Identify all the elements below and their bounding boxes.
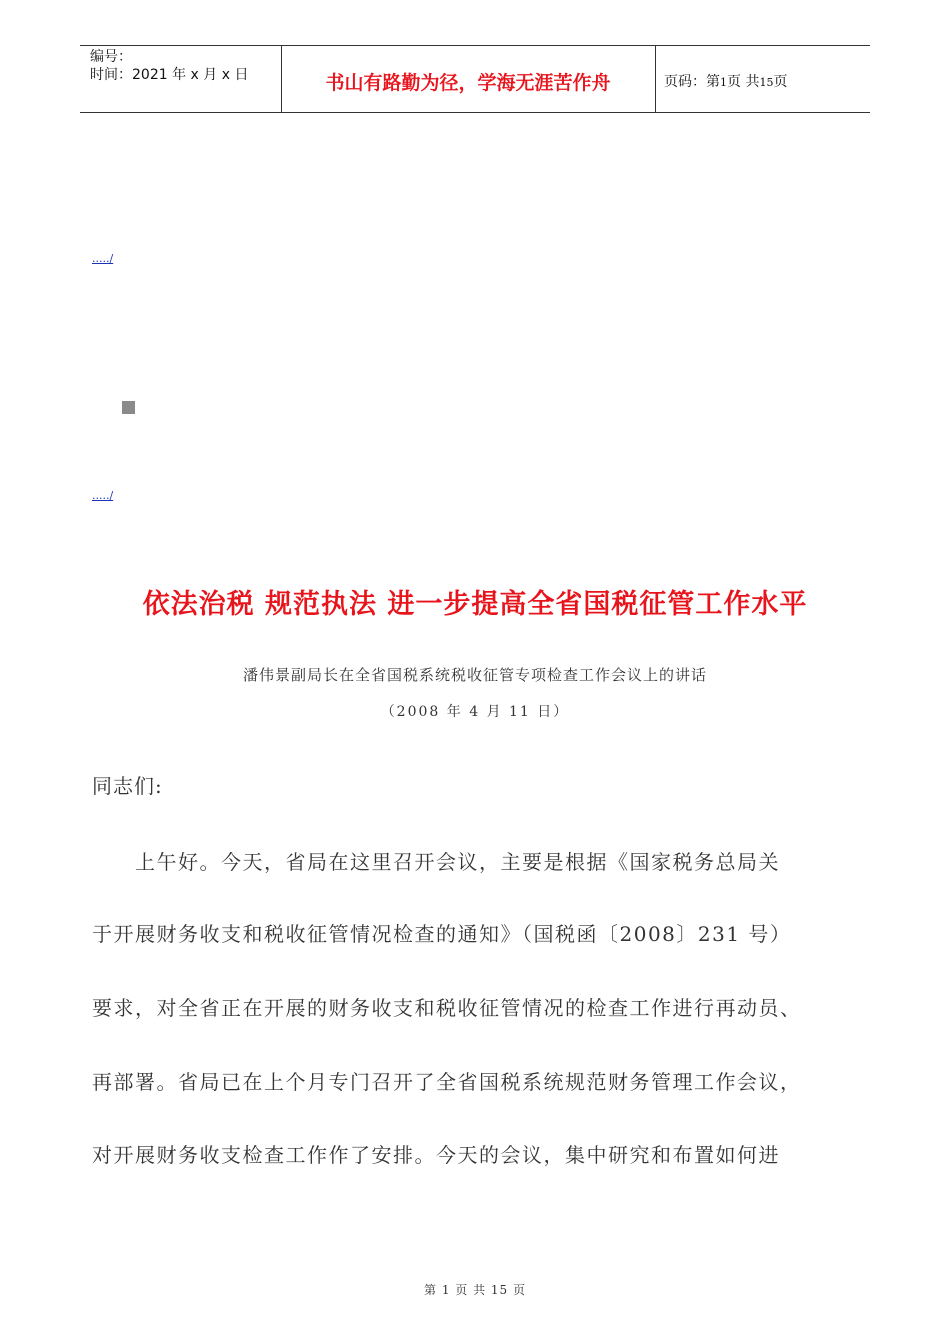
time-label: 时间：2021 年 x 月 x 日: [90, 67, 249, 83]
paragraph-line: 对开展财务收支检查工作作了安排。今天的会议，集中研究和布置如何进: [92, 1143, 780, 1167]
doc-link-1[interactable]: ...../: [92, 252, 114, 265]
square-bullet-icon: [122, 401, 135, 414]
header-motto: 书山有路勤为径，学海无涯苦作舟: [325, 72, 611, 94]
document-date: （2008 年 4 月 11 日）: [380, 704, 570, 720]
header-bottom-rule: [80, 112, 870, 113]
document-title: 依法治税 规范执法 进一步提高全省国税征管工作水平: [142, 589, 808, 620]
greeting: 同志们:: [92, 774, 163, 798]
header-page-indicator: [664, 71, 787, 91]
page-suffix: 页: [773, 74, 788, 90]
page-label: 页码：第: [664, 74, 720, 90]
header-meta: [90, 48, 248, 84]
doc-link-2[interactable]: ...../: [92, 489, 114, 502]
page-mid: 页 共: [727, 74, 760, 90]
page-total: 15: [759, 76, 774, 89]
paragraph-line: 上午好。今天，省局在这里召开会议，主要是根据《国家税务总局关: [92, 850, 780, 874]
number-label: 编号：: [90, 49, 132, 65]
document-subtitle: 潘伟景副局长在全省国税系统税收征管专项检查工作会议上的讲话: [242, 666, 707, 684]
page-current: 1: [720, 76, 727, 89]
header-top-rule: [80, 45, 870, 46]
paragraph-line: 于开展财务收支和税收征管情况检查的通知》（国税函〔2008〕231 号）: [92, 922, 792, 946]
paragraph-line: 再部署。省局已在上个月专门召开了全省国税系统规范财务管理工作会议，: [92, 1070, 802, 1094]
paragraph-line: 要求，对全省正在开展的财务收支和税收征管情况的检查工作进行再动员、: [92, 996, 802, 1020]
header-divider-right: [655, 45, 656, 113]
page-footer: 第 1 页 共 15 页: [424, 1283, 526, 1297]
